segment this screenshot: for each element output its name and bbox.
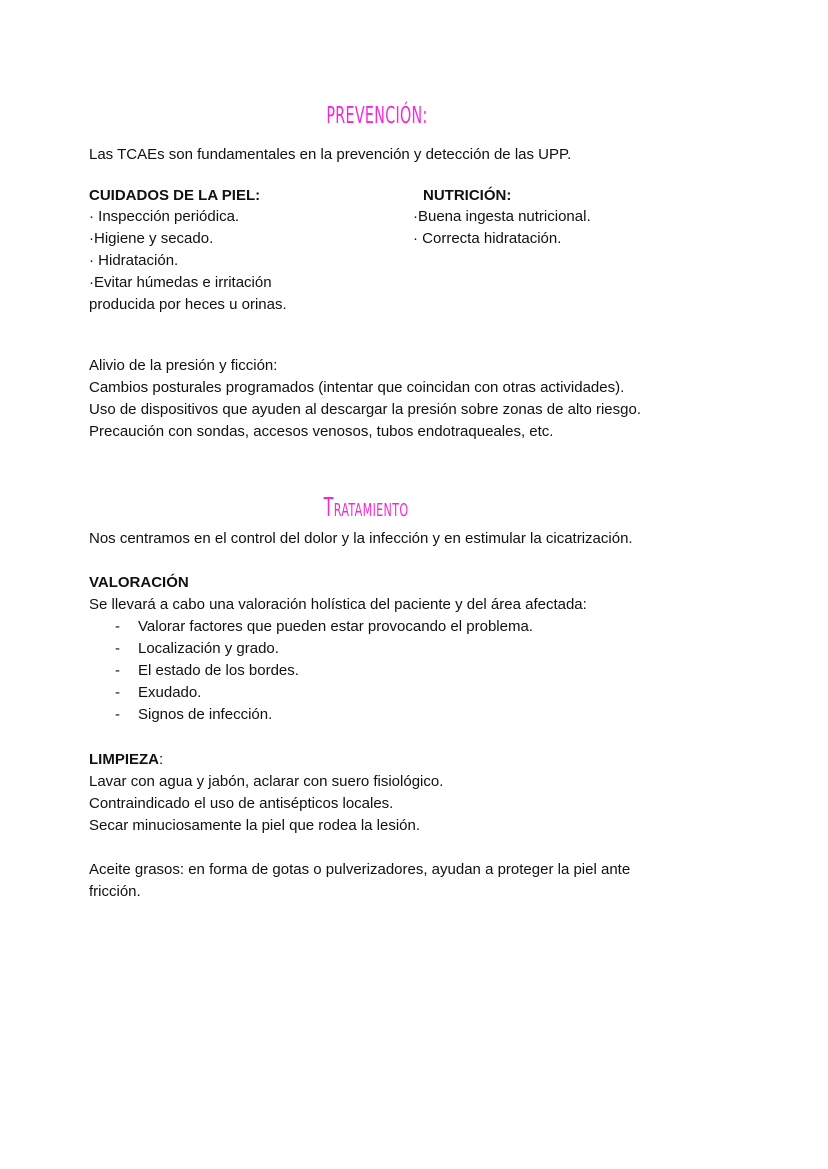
bullet-dash: - xyxy=(115,662,120,679)
bullet-dash: - xyxy=(115,706,120,723)
aceite-line: Aceite grasos: en forma de gotas o pulverizadores, ayudan a proteger la piel ante xyxy=(89,861,631,878)
valoracion-item: Exudado. xyxy=(138,684,202,701)
cuidados-item: · Hidratación. xyxy=(89,252,179,269)
alivio-line: Alivio de la presión y ficción: xyxy=(89,357,278,374)
limpieza-line: Secar minuciosamente la piel que rodea la lesión. xyxy=(89,817,421,834)
valoracion-item: El estado de los bordes. xyxy=(138,662,299,679)
alivio-line: Cambios posturales programados (intentar que coincidan con otras actividades). xyxy=(89,379,625,396)
limpieza-colon: : xyxy=(159,751,164,768)
limpieza-heading-line xyxy=(89,751,163,769)
section-title-prevencion: PREVENCIÓN: xyxy=(326,103,428,129)
limpieza-line: Contraindicado el uso de antisépticos locales. xyxy=(89,795,394,812)
bullet-dash: - xyxy=(115,618,120,635)
valoracion-item: Localización y grado. xyxy=(138,640,279,657)
cuidados-heading: CUIDADOS DE LA PIEL: xyxy=(89,187,261,204)
prevencion-intro: Las TCAEs son fundamentales en la prevención y detección de las UPP. xyxy=(89,146,572,163)
cuidados-item: ·Evitar húmedas e irritación xyxy=(89,274,272,291)
cuidados-item: producida por heces u orinas. xyxy=(89,296,287,313)
limpieza-heading: LIMPIEZA xyxy=(89,751,159,768)
alivio-line: Uso de dispositivos que ayuden al descargar la presión sobre zonas de alto riesgo. xyxy=(89,401,641,418)
nutricion-item: ·Buena ingesta nutricional. xyxy=(413,208,591,225)
bullet-dash: - xyxy=(115,640,120,657)
nutricion-item: · Correcta hidratación. xyxy=(413,230,562,247)
cuidados-item: ·Higiene y secado. xyxy=(89,230,214,247)
section-title-tratamiento: Tratamiento xyxy=(323,493,409,523)
nutricion-heading: NUTRICIÓN: xyxy=(423,187,512,204)
limpieza-line: Lavar con agua y jabón, aclarar con suero fisiológico. xyxy=(89,773,444,790)
valoracion-intro: Se llevará a cabo una valoración holística del paciente y del área afectada: xyxy=(89,596,587,613)
bullet-dash: - xyxy=(115,684,120,701)
aceite-line: fricción. xyxy=(89,883,141,900)
valoracion-heading: VALORACIÓN xyxy=(89,574,189,591)
tratamiento-intro: Nos centramos en el control del dolor y la infección y en estimular la cicatrización. xyxy=(89,530,633,547)
alivio-line: Precaución con sondas, accesos venosos, tubos endotraqueales, etc. xyxy=(89,423,554,440)
valoracion-item: Signos de infección. xyxy=(138,706,273,723)
valoracion-item: Valorar factores que pueden estar provocando el problema. xyxy=(138,618,533,635)
cuidados-item: · Inspección periódica. xyxy=(89,208,240,225)
